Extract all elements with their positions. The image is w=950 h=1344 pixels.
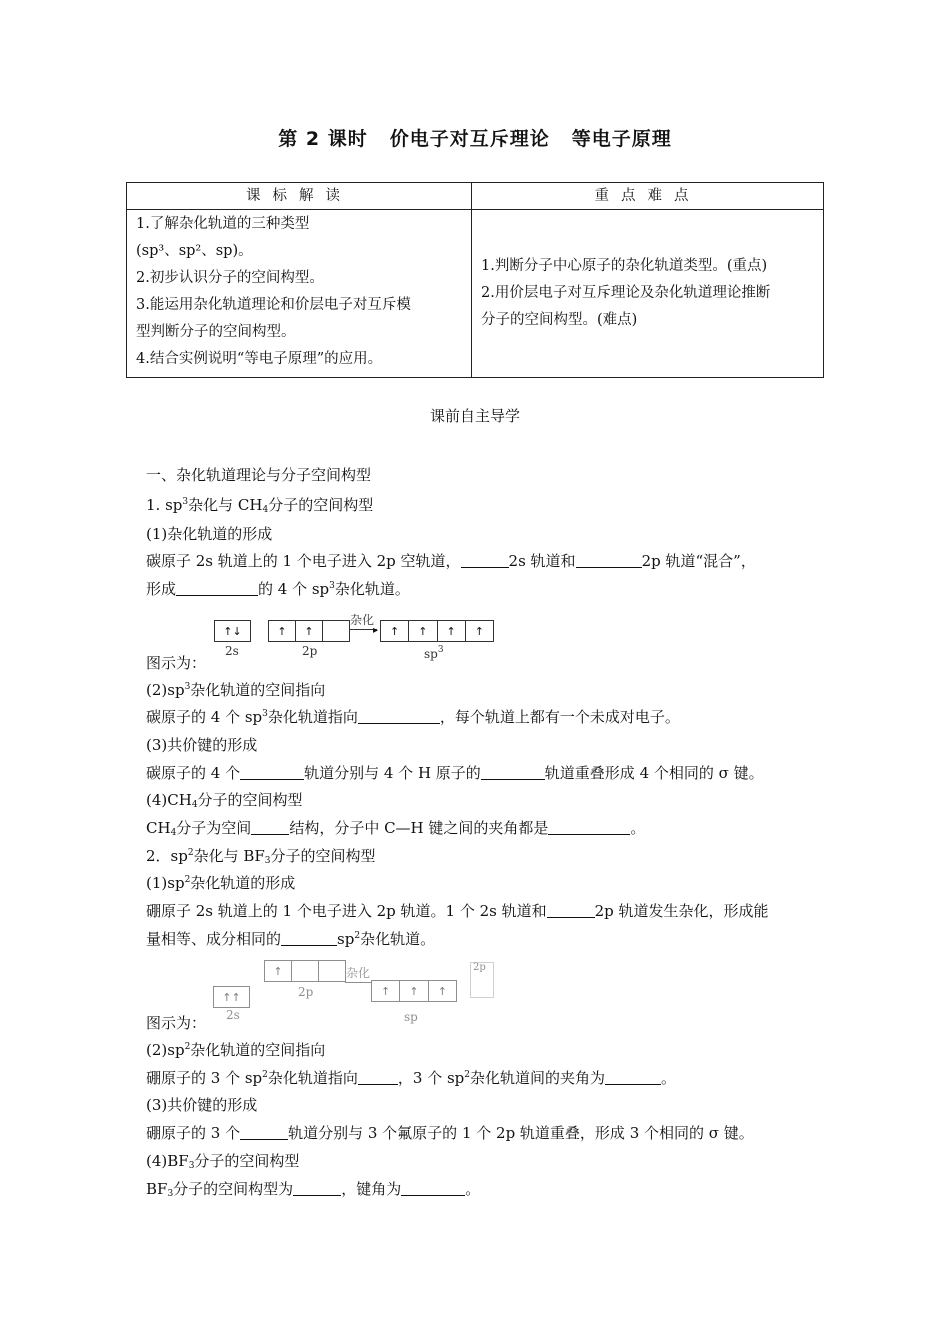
electron-up-icon: ↑ <box>269 621 296 641</box>
paragraph: 硼原子 2s 轨道上的 1 个电子进入 2p 轨道。1 个 2s 轨道和 2p 轨道发生杂化，形成能 <box>146 902 769 920</box>
arrow-line <box>345 982 371 983</box>
electron-up-icon: ↑ <box>372 981 400 1001</box>
fill-blank[interactable] <box>358 1069 398 1085</box>
fill-blank[interactable] <box>576 552 642 568</box>
standard-line: 2.初步认识分子的空间构型。 <box>136 270 324 286</box>
standard-line: 1.了解杂化轨道的三种类型 <box>136 216 310 232</box>
fill-blank[interactable] <box>481 764 545 780</box>
fill-blank[interactable] <box>401 1180 465 1196</box>
orbital-box-2p <box>264 960 346 982</box>
fill-blank[interactable] <box>240 764 304 780</box>
orbital-box-2s <box>214 620 251 642</box>
fill-blank[interactable] <box>240 1124 288 1140</box>
fill-blank[interactable] <box>461 552 509 568</box>
item-heading: (3)共价键的形成 <box>146 736 258 754</box>
subsection-heading: 2．$sp^2$杂化与 $BF_3$分子的空间构型 <box>146 847 376 866</box>
lesson-topic-2: 等电子原理 <box>571 128 672 150</box>
item-heading: (3)共价键的形成 <box>146 1096 258 1114</box>
paragraph: 形成 的 4 个 $sp^3$杂化轨道。 <box>146 580 410 598</box>
paragraph: 硼原子的 3 个 $sp^2$杂化轨道指向 ，3 个 $sp^2$杂化轨道间的夹角为 。 <box>146 1069 677 1087</box>
orbital-box-2s <box>213 986 250 1008</box>
paragraph: 量相等、成分相同的 $sp^2$杂化轨道。 <box>146 930 436 948</box>
electron-up-icon: ↑ <box>438 621 466 641</box>
key-point-line: 分子的空间构型。(难点) <box>481 312 638 328</box>
paragraph: 碳原子 2s 轨道上的 1 个电子进入 2p 空轨道， 2s 轨道和 2p 轨道“混合”， <box>146 552 756 570</box>
fill-blank[interactable] <box>358 708 440 724</box>
label-sp3: $sp^3$ <box>424 645 444 661</box>
item-heading: $(4)CH_4$分子的空间构型 <box>146 791 303 810</box>
standard-line: 3.能运用杂化轨道理论和价层电子对互斥模 <box>136 297 411 313</box>
section-heading: 课前自主导学 <box>429 407 520 425</box>
electron-pair-icon: ↑↓ <box>223 624 242 638</box>
paragraph: 碳原子的 4 个 轨道分别与 4 个 H 原子的 轨道重叠形成 4 个相同的 σ 键。 <box>146 764 764 782</box>
objectives-table <box>126 182 824 378</box>
orbital-box-sp3 <box>380 620 494 642</box>
table-header-right: 重点难点 <box>472 183 824 210</box>
standard-line: 型判断分子的空间构型。 <box>136 324 296 340</box>
electron-up-icon: ↑ <box>265 961 292 981</box>
paragraph: 硼原子的 3 个 轨道分别与 3 个氟原子的 1 个 2p 轨道重叠，形成 3 个相同的 σ 键。 <box>146 1124 754 1142</box>
paragraph: $BF_3$分子的空间构型为 ，键角为 。 <box>146 1180 481 1199</box>
page-title <box>0 124 950 151</box>
orbital-box-2p <box>268 620 350 642</box>
paragraph: 碳原子的 4 个 $sp^3$杂化轨道指向 ，每个轨道上都有一个未成对电子。 <box>146 708 680 726</box>
electron-up-icon: ↑ <box>409 621 437 641</box>
lesson-topic-1: 价电子对互斥理论 <box>389 128 550 150</box>
fill-blank[interactable] <box>293 1180 341 1196</box>
standards-cell <box>127 210 472 378</box>
subsection-heading: 1. $sp^3$杂化与 $CH_4$分子的空间构型 <box>146 496 374 515</box>
standard-line: 4.结合实例说明“等电子原理”的应用。 <box>136 351 383 367</box>
hybridize-label: 杂化 <box>346 966 371 980</box>
paragraph: $CH_4$分子为空间 结构，分子中 C—H 键之间的夹角都是 。 <box>146 819 646 838</box>
item-heading: $(4)BF_3$分子的空间构型 <box>146 1152 300 1171</box>
key-point-line: 1.判断分子中心原子的杂化轨道类型。(重点) <box>481 258 768 274</box>
electron-up-icon: ↑ <box>474 624 484 638</box>
key-point-line: 2.用价层电子对互斥理论及杂化轨道理论推断 <box>481 285 771 301</box>
fill-blank[interactable] <box>547 902 595 918</box>
arrow-head-icon: ▸ <box>373 625 379 636</box>
hybridize-label: 杂化 <box>350 613 375 627</box>
standard-line: (sp³、sp²、sp)。 <box>136 243 253 259</box>
label-sp2: sp <box>404 1010 418 1024</box>
fill-blank[interactable] <box>281 930 337 946</box>
part-heading: 一、杂化轨道理论与分子空间构型 <box>146 466 372 484</box>
key-points-cell <box>472 210 824 378</box>
lesson-number: 第 2 课时 <box>278 128 368 150</box>
label-2p-right: 2p <box>473 962 486 973</box>
fill-blank[interactable] <box>251 819 289 835</box>
electron-up-icon: ↑ <box>437 984 447 998</box>
item-heading: (1)杂化轨道的形成 <box>146 525 273 543</box>
table-header-left: 课标解读 <box>127 183 472 210</box>
label-2p: 2p <box>302 644 318 658</box>
label-2s: 2s <box>226 1008 240 1022</box>
diagram-label: 图示为： <box>146 654 207 672</box>
label-2s: 2s <box>225 644 239 658</box>
fill-blank[interactable] <box>548 819 630 835</box>
diagram-label: 图示为： <box>146 1014 207 1032</box>
orbital-box-sp2 <box>371 980 457 1002</box>
electron-up-icon: ↑ <box>296 621 323 641</box>
electron-up-icon: ↑ <box>400 981 428 1001</box>
fill-blank[interactable] <box>605 1069 661 1085</box>
label-2p: 2p <box>298 985 314 999</box>
item-heading: $(1)sp^2$杂化轨道的形成 <box>146 874 296 892</box>
electron-up-icon: ↑ <box>381 621 409 641</box>
item-heading: $(2)sp^3$杂化轨道的空间指向 <box>146 681 326 699</box>
item-heading: $(2)sp^2$杂化轨道的空间指向 <box>146 1041 326 1059</box>
electron-up-icon: ↑ ↑ <box>222 990 241 1004</box>
fill-blank[interactable] <box>176 580 258 596</box>
